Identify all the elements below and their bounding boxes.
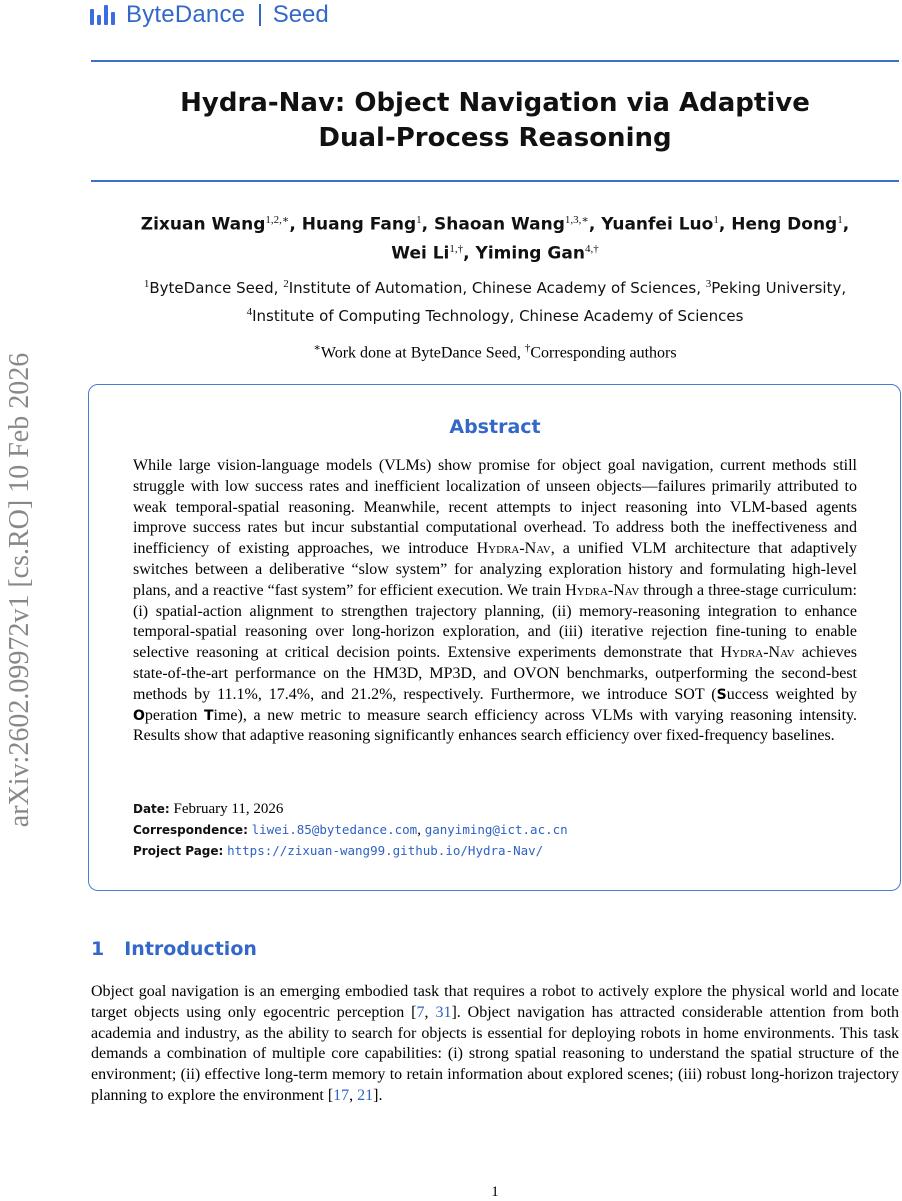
sot-letter: T (203, 707, 214, 724)
method-name: Hydra-Nav (565, 581, 640, 599)
bytedance-logo-icon (88, 3, 120, 27)
author: Huang Fang (301, 214, 417, 235)
date-value: February 11, 2026 (173, 801, 284, 817)
arxiv-side-label: arXiv:2602.09972v1 [cs.RO] 10 Feb 2026 (4, 352, 35, 828)
author-affil: 1,3,∗ (564, 214, 589, 226)
abstract-part: , a unified VLM architecture that adaptively switches between a deliberative “slow system” for analyzing exploration history and formulating high-level plans, and a reactive “fast system” for efficient execution. We train (133, 540, 858, 599)
author: Heng Dong (731, 214, 838, 235)
email-link-2[interactable]: ganyiming@ict.ac.cn (424, 822, 568, 837)
sot-letter: O (133, 707, 145, 724)
intro-text: , (349, 1086, 358, 1104)
author: Wei Li (391, 243, 450, 264)
title-bottom-rule (91, 180, 899, 182)
author-affil: 1 (416, 214, 422, 226)
date-line (133, 799, 873, 819)
section-title: Introduction (124, 938, 257, 960)
author-note (91, 337, 899, 364)
author-affil: 1,† (449, 242, 464, 255)
paper-title (91, 86, 899, 156)
affil-num: 1 (143, 278, 150, 290)
arxiv-side-label-container (0, 290, 40, 890)
abstract-part: achieves state-of-the-art performance on the HM3D, MP3D, and OVON benchmarks, outperforming the second-best methods by 11.1%, 17.4%, and 21.2%, respectively. Furthermore, we introduce SOT ( (133, 644, 858, 703)
affiliation: Institute of Automation, Chinese Academy of Sciences (288, 279, 697, 297)
abstract-part: While large vision-language models (VLMs) show promise for object goal navigation, current methods still struggle with low success rates and inefficient localization of unseen objects—failures primarily attributed to weak temporal-spatial reasoning. Meanwhile, recent attempts to inject reasoning into VLM-based agents improve success rates but incur substantial computational overhead. To address both the ineffectiveness and inefficiency of existing approaches, we introduce (133, 457, 857, 558)
affiliation: Peking University (711, 279, 842, 297)
abstract-heading: Abstract (449, 416, 541, 438)
author-list: Zixuan Wang$^{1,2,∗}$, Huang Fang$^1$, Shaoan Wang$^{1,3,∗}$, Yuanfei Luo$^1$, Heng Dong$^1$, Wei $Li^{1,\dagger}$, Yiming Gan$^{4,\dagger}$ (140, 214, 850, 264)
introduction-heading (91, 938, 257, 960)
intro-text: ]. Object navigation has attracted considerable attention from both academia and industry, as the ability to search for objects is essential for deploying robots in home environments. This task demands a combination of multiple core capabilities: (i) strong spatial reasoning to understand the spatial structure of the environment; (ii) effective long-term memory to retain information about explored scenes; (iii) robust long-horizon trajectory planning to explore the environment [ (91, 1003, 900, 1104)
sot-letter: S (716, 686, 727, 703)
bytedance-seed-logo (88, 0, 329, 30)
abstract-part: uccess weighted by (726, 685, 858, 703)
project-page-label: Project Page: (133, 844, 224, 858)
email-link-1[interactable]: liwei.85@bytedance.com (251, 822, 418, 837)
abstract-part: ), a new metric to measure search efficiency across VLMs with varying reasoning intensity. Results show that adaptive reasoning significantly enhances search efficiency over fixed-frequency baselines. (133, 706, 858, 745)
affil-num: 3 (705, 278, 712, 290)
affiliation: Institute of Computing Technology, Chinese Academy of Sciences (252, 307, 744, 325)
author: Yiming Gan (475, 243, 585, 264)
author-affil: 1 (713, 214, 719, 226)
intro-text: ]. (373, 1086, 383, 1104)
citation-link[interactable]: 17 (333, 1086, 350, 1104)
brand-name: ByteDance (126, 1, 246, 28)
author: Zixuan Wang (140, 214, 266, 235)
citation-link[interactable]: 31 (435, 1003, 452, 1021)
abstract-part: through a three-stage curriculum: (i) spatial-action alignment to strengthen trajectory planning, (ii) memory-reasoning integration to enhance temporal-spatial reasoning over long-horizon exploration, and (iii) iterative rejection fine-tuning to enable selective reasoning at critical decision points. Extensive experiments demonstrate that (133, 581, 857, 662)
note-star: ∗ (313, 342, 321, 354)
affil-num: 4 (246, 306, 253, 318)
sub-brand-name: Seed (272, 1, 329, 28)
affiliations: $^1$ByteDance Seed, $^2$Institute of Automation, Chinese Academy of Sciences, $^3$Peking University, $^4$Institute of Computing Technology, Chinese Academy of Sciences (143, 278, 847, 325)
logo-separator (259, 4, 261, 26)
abstract-part: peration (144, 706, 204, 724)
note-dagger: † (524, 342, 531, 354)
date-label: Date: (133, 802, 170, 816)
abstract-text (133, 456, 857, 747)
abstract-part: ime (213, 706, 238, 724)
correspondence-label: Correspondence: (133, 823, 248, 837)
title-line-1: Hydra-Nav: Object Navigation via Adaptive (180, 88, 810, 118)
section-number: 1 (91, 938, 105, 960)
citation-link[interactable]: 7 (416, 1003, 425, 1021)
project-page-link[interactable]: https://zixuan-wang99.github.io/Hydra-Nav/ (227, 843, 544, 858)
title-line-2: Dual-Process Reasoning (318, 123, 672, 153)
author: Yuanfei Luo (601, 214, 714, 235)
citation-link[interactable]: 21 (357, 1086, 374, 1104)
email-separator: , (417, 822, 425, 838)
top-rule (91, 60, 899, 62)
intro-text: Object goal navigation is an emerging embodied task that requires a robot to actively explore the physical world and locate target objects using only egocentric perception [ (91, 983, 899, 1021)
author-affil: 1 (837, 214, 843, 226)
method-name: Hydra-Nav (476, 540, 551, 558)
affil-num: 2 (283, 278, 289, 290)
note-dagger-text: Corresponding authors (530, 344, 677, 362)
intro-text: , (424, 1003, 436, 1021)
author: Shaoan Wang (434, 214, 565, 235)
project-page-line (133, 841, 873, 861)
author-affil: 4,† (584, 242, 599, 255)
note-star-text: Work done at ByteDance Seed, (320, 344, 525, 362)
introduction-paragraph (91, 982, 899, 1107)
page-number: 1 (491, 1184, 499, 1200)
affiliation: ByteDance Seed (149, 279, 274, 297)
correspondence-line (133, 820, 873, 840)
author-affil: 1,2,∗ (265, 214, 290, 226)
method-name: Hydra-Nav (720, 644, 795, 662)
